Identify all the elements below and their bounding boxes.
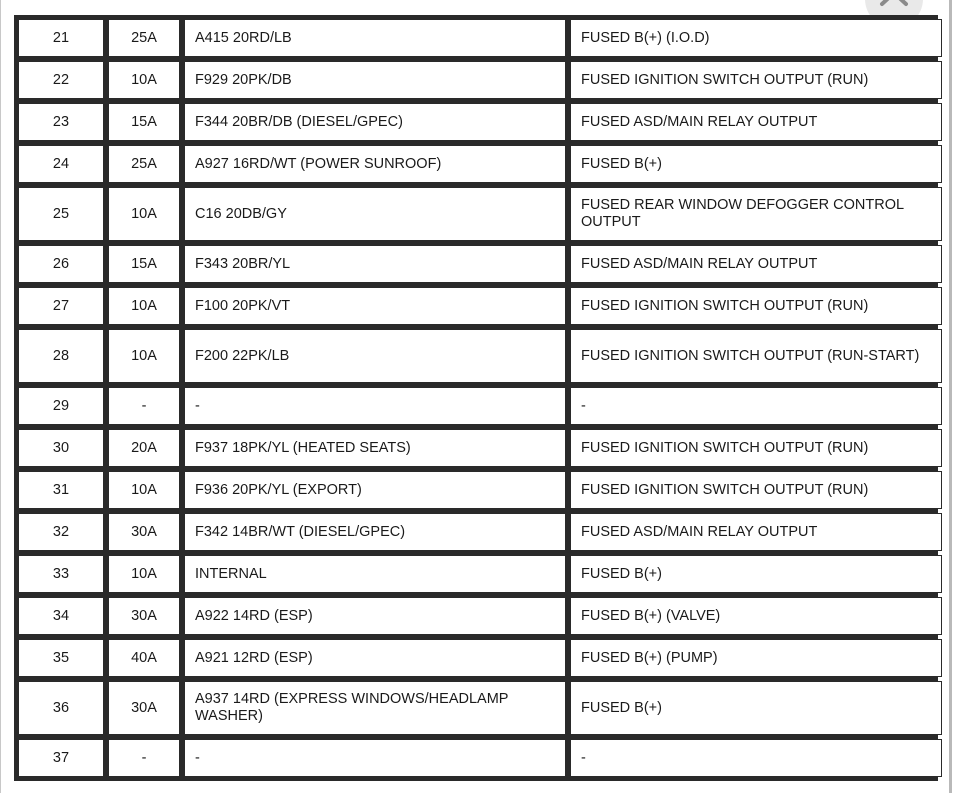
table-row [18,329,934,383]
table-row [18,681,934,735]
circuit-cell [184,19,566,57]
circuit-cell [184,329,566,383]
description-cell-text: FUSED IGNITION SWITCH OUTPUT (RUN) [581,439,869,456]
cavity-cell-text: 23 [52,113,70,130]
fuse-rating-cell-text: 10A [131,205,157,222]
cavity-cell-text: 35 [52,649,70,666]
fuse-rating-cell-text: - [141,749,147,766]
cavity-cell [18,19,104,57]
description-cell-text: FUSED B(+) [581,155,662,172]
fuse-rating-cell [108,555,180,593]
circuit-cell [184,145,566,183]
circuit-cell [184,681,566,735]
cavity-cell-text: 28 [52,347,70,364]
cavity-cell-text: 24 [52,155,70,172]
table-row [18,597,934,635]
cavity-cell [18,103,104,141]
cavity-cell-text: 26 [52,255,70,272]
description-cell-text: - [581,749,586,766]
circuit-cell-text: F936 20PK/YL (EXPORT) [195,481,362,498]
circuit-cell-text: F200 22PK/LB [195,347,290,364]
fuse-rating-cell [108,639,180,677]
circuit-cell [184,555,566,593]
description-cell [570,61,942,99]
description-cell-text: FUSED ASD/MAIN RELAY OUTPUT [581,113,818,130]
description-cell [570,245,942,283]
circuit-cell-text: INTERNAL [195,565,267,582]
table-row [18,61,934,99]
description-cell [570,287,942,325]
fuse-rating-cell-text: 30A [131,699,157,716]
cavity-cell-text: 22 [52,71,70,88]
table-row [18,429,934,467]
fuse-rating-cell-text: 10A [131,297,157,314]
description-cell [570,187,942,241]
cavity-cell [18,145,104,183]
description-cell-text: FUSED IGNITION SWITCH OUTPUT (RUN-START) [581,347,920,364]
circuit-cell [184,287,566,325]
circuit-cell-text: A927 16RD/WT (POWER SUNROOF) [195,155,442,172]
fuse-rating-cell [108,429,180,467]
table-row [18,513,934,551]
table-row [18,555,934,593]
table-row [18,245,934,283]
fuse-rating-cell [108,61,180,99]
circuit-cell [184,513,566,551]
description-cell [570,103,942,141]
fuse-rating-cell [108,513,180,551]
circuit-cell-text: F937 18PK/YL (HEATED SEATS) [195,439,411,456]
circuit-cell [184,739,566,777]
fuse-rating-cell-text: 20A [131,439,157,456]
description-cell-text: FUSED B(+) (VALVE) [581,607,721,624]
fuse-rating-cell-text: 15A [131,255,157,272]
fuse-rating-cell-text: 30A [131,523,157,540]
description-cell [570,555,942,593]
table-row [18,387,934,425]
circuit-cell-text: A922 14RD (ESP) [195,607,313,624]
table-row [18,639,934,677]
description-cell-text: FUSED IGNITION SWITCH OUTPUT (RUN) [581,71,869,88]
circuit-cell [184,61,566,99]
description-cell-text: FUSED REAR WINDOW DEFOGGER CONTROL OUTPUT [581,197,904,230]
description-cell [570,739,942,777]
cavity-cell [18,597,104,635]
description-cell-text: FUSED ASD/MAIN RELAY OUTPUT [581,255,818,272]
fuse-rating-cell-text: 30A [131,607,157,624]
description-cell [570,429,942,467]
fuse-rating-cell [108,19,180,57]
circuit-cell [184,187,566,241]
cavity-cell [18,429,104,467]
circuit-cell-text: - [195,749,200,766]
description-cell [570,329,942,383]
cavity-cell-text: 33 [52,565,70,582]
circuit-cell [184,597,566,635]
circuit-cell [184,103,566,141]
fuse-rating-cell-text: 10A [131,481,157,498]
fuse-rating-cell [108,471,180,509]
circuit-cell-text: A415 20RD/LB [195,29,292,46]
cavity-cell [18,245,104,283]
cavity-cell-text: 27 [52,297,70,314]
description-cell [570,471,942,509]
cavity-cell-text: 31 [52,481,70,498]
table-row [18,471,934,509]
fuse-table [14,15,938,781]
cavity-cell-text: 34 [52,607,70,624]
circuit-cell-text: F100 20PK/VT [195,297,291,314]
description-cell [570,145,942,183]
description-cell-text: FUSED IGNITION SWITCH OUTPUT (RUN) [581,297,869,314]
cavity-cell-text: 21 [52,29,70,46]
fuse-rating-cell [108,597,180,635]
description-cell [570,387,942,425]
cavity-cell [18,387,104,425]
table-row [18,19,934,57]
fuse-rating-cell [108,739,180,777]
close-icon [879,0,909,10]
circuit-cell-text: F344 20BR/DB (DIESEL/GPEC) [195,113,403,130]
circuit-cell-text: A921 12RD (ESP) [195,649,313,666]
table-row [18,145,934,183]
cavity-cell [18,681,104,735]
cavity-cell [18,287,104,325]
circuit-cell-text: F929 20PK/DB [195,71,292,88]
description-cell-text: FUSED B(+) [581,699,662,716]
cavity-cell [18,61,104,99]
description-cell-text: - [581,397,586,414]
fuse-rating-cell-text: 40A [131,649,157,666]
fuse-rating-cell [108,103,180,141]
description-cell [570,597,942,635]
fuse-rating-cell-text: 10A [131,347,157,364]
description-cell [570,639,942,677]
description-cell-text: FUSED IGNITION SWITCH OUTPUT (RUN) [581,481,869,498]
cavity-cell-text: 36 [52,699,70,716]
cavity-cell [18,329,104,383]
cavity-cell-text: 32 [52,523,70,540]
cavity-cell-text: 25 [52,205,70,222]
fuse-rating-cell-text: 10A [131,565,157,582]
description-cell-text: FUSED B(+) [581,565,662,582]
circuit-cell-text: - [195,397,200,414]
circuit-cell [184,471,566,509]
cavity-cell [18,471,104,509]
circuit-cell [184,245,566,283]
fuse-rating-cell-text: 10A [131,71,157,88]
table-row [18,187,934,241]
fuse-rating-cell-text: 25A [131,29,157,46]
fuse-rating-cell [108,245,180,283]
cavity-cell [18,639,104,677]
circuit-cell-text: C16 20DB/GY [195,205,287,222]
circuit-cell-text: A937 14RD (EXPRESS WINDOWS/HEADLAMP WASHER) [195,691,509,724]
fuse-rating-cell-text: 25A [131,155,157,172]
description-cell-text: FUSED B(+) (I.O.D) [581,29,710,46]
description-cell [570,19,942,57]
cavity-cell [18,513,104,551]
circuit-cell-text: F342 14BR/WT (DIESEL/GPEC) [195,523,406,540]
fuse-rating-cell [108,387,180,425]
fuse-rating-cell [108,329,180,383]
cavity-cell-text: 37 [52,749,70,766]
fuse-rating-cell [108,187,180,241]
circuit-cell [184,639,566,677]
table-row [18,287,934,325]
table-row [18,103,934,141]
cavity-cell [18,187,104,241]
description-cell [570,681,942,735]
table-row [18,739,934,777]
circuit-cell-text: F343 20BR/YL [195,255,291,272]
circuit-cell [184,429,566,467]
cavity-cell [18,555,104,593]
fuse-rating-cell [108,287,180,325]
fuse-rating-cell [108,681,180,735]
description-cell-text: FUSED ASD/MAIN RELAY OUTPUT [581,523,818,540]
fuse-rating-cell-text: - [141,397,147,414]
circuit-cell [184,387,566,425]
cavity-cell-text: 29 [52,397,70,414]
fuse-rating-cell-text: 15A [131,113,157,130]
cavity-cell-text: 30 [52,439,70,456]
description-cell [570,513,942,551]
description-cell-text: FUSED B(+) (PUMP) [581,649,718,666]
fuse-rating-cell [108,145,180,183]
cavity-cell [18,739,104,777]
